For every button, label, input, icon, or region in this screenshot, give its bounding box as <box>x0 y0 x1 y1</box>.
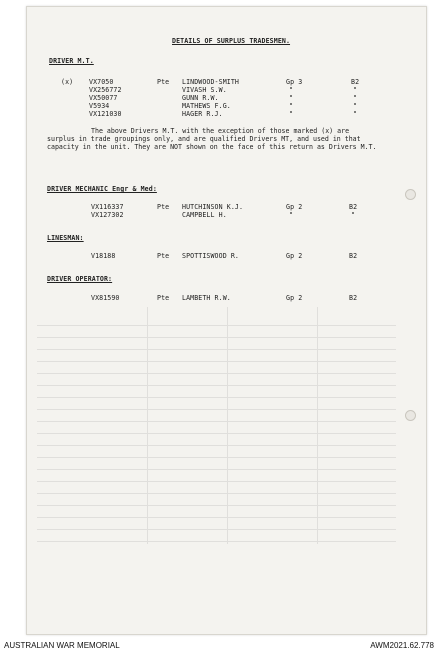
row-class: B2 <box>349 252 358 260</box>
row-number: VX81590 <box>91 294 120 302</box>
row-rank: Pte <box>157 252 170 260</box>
row-number: VX121030 <box>89 110 122 118</box>
row-name: VIVASH S.W. <box>182 86 227 94</box>
document-title: DETAILS OF SURPLUS TRADESMEN. <box>172 37 291 45</box>
row-number: V5934 <box>89 102 110 110</box>
row-group: Gp 3 <box>286 78 303 86</box>
section-heading-driver-mechanic: DRIVER MECHANIC Engr & Med: <box>47 185 157 193</box>
archive-footer <box>0 637 438 653</box>
row-name: CAMPBELL H. <box>182 211 227 219</box>
row-number: VX127302 <box>91 211 124 219</box>
row-rank: Pte <box>157 294 170 302</box>
row-number: VX116337 <box>91 203 124 211</box>
section-heading-driver-mt: DRIVER M.T. <box>49 57 94 65</box>
row-name: LINDWOOD-SMITH <box>182 78 239 86</box>
row-group: Gp 2 <box>286 203 303 211</box>
section-heading-driver-operator: DRIVER OPERATOR: <box>47 275 113 283</box>
row-group: " <box>289 102 294 110</box>
row-class: " <box>353 94 358 102</box>
row-name: LAMBETH R.W. <box>182 294 231 302</box>
row-class: " <box>351 211 356 219</box>
row-class: " <box>353 110 358 118</box>
surplus-note-paragraph: The above Drivers M.T. with the exception of those marked (x) are surplus in trade groupings only, and are qualified Drivers MT, and used in that capacity in the unit. They are NOT shown on the face of this return as Drivers M.T. <box>47 127 377 152</box>
row-name: HAGER R.J. <box>182 110 223 118</box>
row-group: " <box>289 110 294 118</box>
row-rank: Pte <box>157 78 170 86</box>
row-name: GUNN R.W. <box>182 94 219 102</box>
footer-institution: AUSTRALIAN WAR MEMORIAL <box>4 641 120 650</box>
row-name: SPOTTISWOOD R. <box>182 252 239 260</box>
row-rank: Pte <box>157 203 170 211</box>
section-heading-linesman: LINESMAN: <box>47 234 84 242</box>
row-number: VX7050 <box>89 78 114 86</box>
row-class: B2 <box>351 78 360 86</box>
footer-accession-number: AWM2021.62.778 <box>370 641 434 650</box>
punch-hole-bottom <box>405 410 416 421</box>
row-class: B2 <box>349 294 358 302</box>
row-group: " <box>289 94 294 102</box>
row-group: " <box>289 86 294 94</box>
row-name: MATHEWS F.G. <box>182 102 231 110</box>
row-class: " <box>353 86 358 94</box>
row-name: HUTCHINSON K.J. <box>182 203 244 211</box>
row-class: B2 <box>349 203 358 211</box>
row-group: Gp 2 <box>286 252 303 260</box>
document-page <box>26 6 427 635</box>
punch-hole-top <box>405 189 416 200</box>
row-number: VX256772 <box>89 86 122 94</box>
row-group: Gp 2 <box>286 294 303 302</box>
row-class: " <box>353 102 358 110</box>
row-mark: (x) <box>61 78 74 86</box>
row-number: V18188 <box>91 252 116 260</box>
row-number: VX50077 <box>89 94 118 102</box>
row-group: " <box>289 211 294 219</box>
